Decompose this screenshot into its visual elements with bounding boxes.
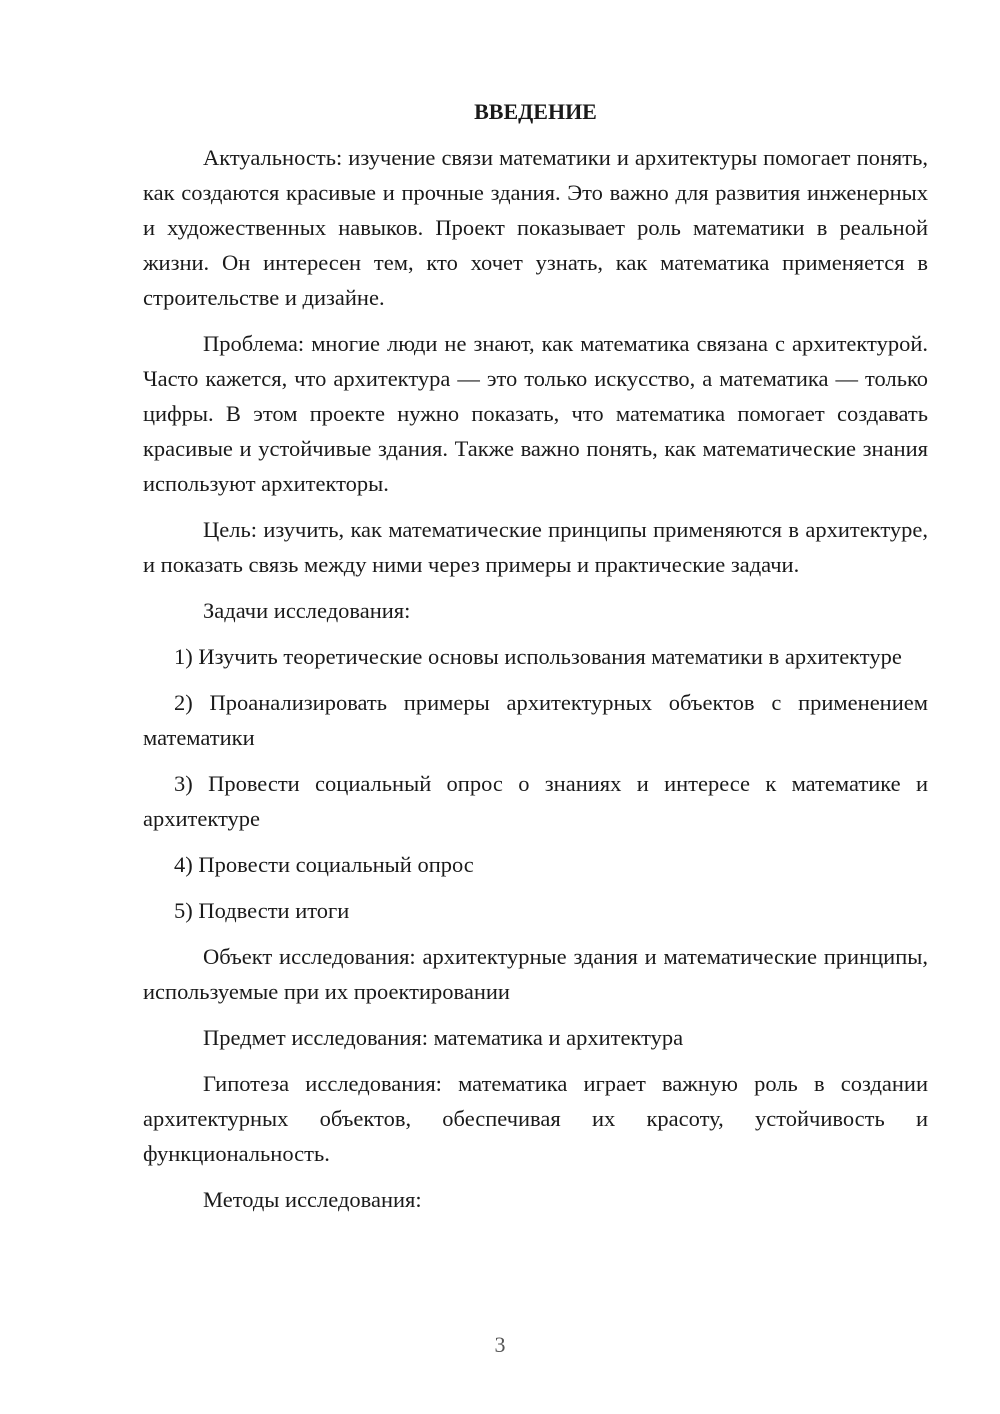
task-item-3: 3) Провести социальный опрос о знаниях и интересе к математике и архитектуре <box>143 771 928 831</box>
page-number: 3 <box>494 1332 506 1357</box>
page-content <box>143 94 928 1228</box>
task-item-1: 1) Изучить теоретические основы использования математики в архитектуре <box>174 644 902 669</box>
section-title: ВВЕДЕНИЕ <box>474 99 597 124</box>
task-item-2: 2) Проанализировать примеры архитектурных объектов с применением математики <box>143 690 928 750</box>
task-item-5: 5) Подвести итоги <box>174 898 350 923</box>
relevance-paragraph: Актуальность: изучение связи математики и архитектуры помогает понять, как создаются красивые и прочные здания. Это важно для развития инженерных и художественных навыков. Проект показывает роль математики в реальной жизни. Он интересен тем, кто хочет узнать, как математика применяется в строительстве и дизайне. <box>143 145 928 310</box>
object-paragraph: Объект исследования: архитектурные здания и математические принципы, используемые при их проектировании <box>143 944 928 1004</box>
task-item-4: 4) Провести социальный опрос <box>174 852 474 877</box>
methods-heading: Методы исследования: <box>203 1187 422 1212</box>
goal-paragraph: Цель: изучить, как математические принципы применяются в архитектуре, и показать связь между ними через примеры и практические задачи. <box>143 517 928 577</box>
tasks-heading: Задачи исследования: <box>203 598 411 623</box>
hypothesis-paragraph: Гипотеза исследования: математика играет важную роль в создании архитектурных объектов, обеспечивая их красоту, устойчивость и функциональность. <box>143 1071 928 1166</box>
problem-paragraph: Проблема: многие люди не знают, как математика связана с архитектурой. Часто кажется, что архитектура — это только искусство, а математика — только цифры. В этом проекте нужно показать, что математика помогает создавать красивые и устойчивые здания. Также важно понять, как математические знания используют архитекторы. <box>143 331 928 496</box>
subject-paragraph: Предмет исследования: математика и архитектура <box>203 1025 684 1050</box>
